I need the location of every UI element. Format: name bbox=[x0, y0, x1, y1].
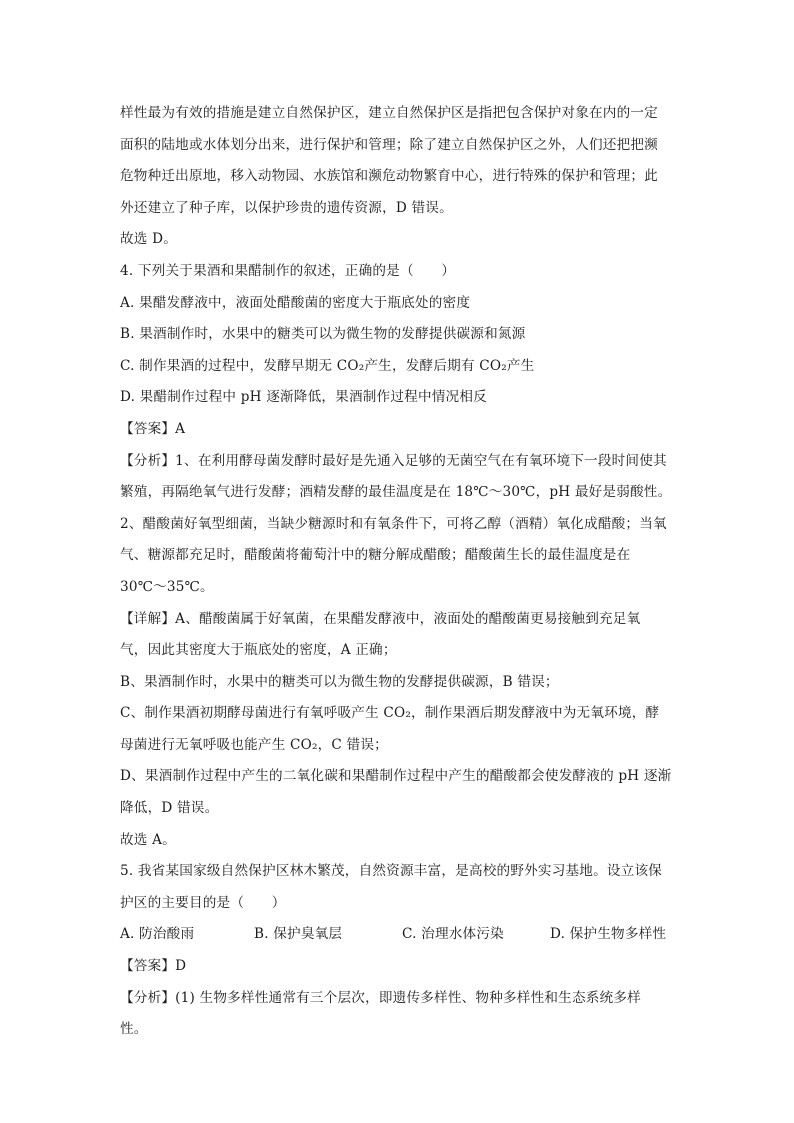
q4-answer: 【答案】A bbox=[120, 420, 186, 437]
q4-option-c: C. 制作果酒的过程中，发酵早期无 CO₂产生，发酵后期有 CO₂产生 bbox=[120, 357, 535, 374]
q5-option-a: A. 防治酸雨 bbox=[120, 926, 195, 943]
q4-detail-5: 母菌进行无氧呼吸也能产生 CO₂，C 错误； bbox=[120, 736, 388, 753]
q4-option-d: D. 果醋制作过程中 pH 逐渐降低，果酒制作过程中情况相反 bbox=[120, 389, 487, 406]
q4-analysis-1: 【分析】1、在利用酵母菌发酵时最好是先通入足够的无菌空气在有氧环境下一段时间使其 bbox=[120, 452, 667, 469]
q4-detail-7: 降低，D 错误。 bbox=[120, 800, 219, 817]
q4-analysis-4: 气、糖源都充足时，醋酸菌将葡萄汁中的糖分解成醋酸；醋酸菌生长的最佳温度是在 bbox=[120, 547, 631, 564]
q5-option-d: D. 保护生物多样性 bbox=[550, 926, 667, 943]
q5-analysis-1: 【分析】(1) 生物多样性通常有三个层次，即遗传多样性、物种多样性和生态系统多样 bbox=[120, 989, 641, 1006]
q4-detail-4: C、制作果酒初期酵母菌进行有氧呼吸产生 CO₂，制作果酒后期发酵液中为无氧环境，酵 bbox=[120, 705, 660, 722]
q5-option-c: C. 治理水体污染 bbox=[402, 926, 504, 943]
text-line-4: 外还建立了种子库，以保护珍贵的遗传资源，D 错误。 bbox=[120, 199, 453, 216]
q5-analysis-2: 性。 bbox=[120, 1021, 148, 1038]
q4-detail-6: D、果酒制作过程中产生的二氧化碳和果醋制作过程中产生的醋酸都会使发酵液的 pH 逐渐 bbox=[120, 768, 672, 785]
q4-analysis-3: 2、醋酸菌好氧型细菌，当缺少糖源时和有氧条件下，可将乙醇（酒精）氧化成醋酸；当氧 bbox=[120, 515, 667, 532]
q4-detail-2: 气，因此其密度大于瓶底处的密度，A 正确； bbox=[120, 642, 397, 659]
text-line-3: 危物种迁出原地，移入动物园、水族馆和濒危动物繁育中心，进行特殊的保护和管理；此 bbox=[120, 168, 658, 185]
q5-option-b: B. 保护臭氧层 bbox=[254, 926, 343, 943]
document-content bbox=[120, 98, 676, 1046]
q4-detail-1: 【详解】A、醋酸菌属于好氧菌，在果醋发酵液中，液面处的醋酸菌更易接触到充足氧 bbox=[120, 610, 641, 627]
q4-analysis-5: 30℃～35℃。 bbox=[120, 578, 214, 595]
q4-option-b: B. 果酒制作时，水果中的糖类可以为微生物的发酵提供碳源和氮源 bbox=[120, 326, 526, 343]
q5-stem-2: 护区的主要目的是（ ） bbox=[120, 894, 286, 911]
text-line-1: 样性最为有效的措施是建立自然保护区，建立自然保护区是指把包含保护对象在内的一定 bbox=[120, 105, 658, 121]
text-line-2: 面积的陆地或水体划分出来，进行保护和管理；除了建立自然保护区之外，人们还把把濒 bbox=[120, 136, 658, 153]
q4-stem: 4. 下列关于果酒和果醋制作的叙述，正确的是（ ） bbox=[120, 262, 456, 279]
q5-stem-1: 5. 我省某国家级自然保护区林木繁茂，自然资源丰富，是高校的野外实习基地。设立该保 bbox=[120, 863, 663, 880]
q4-detail-3: B、果酒制作时，水果中的糖类可以为微生物的发酵提供碳源，B 错误； bbox=[120, 673, 559, 690]
q4-analysis-2: 繁殖，再隔绝氧气进行发酵；酒精发酵的最佳温度是在 18℃～30℃，pH 最好是弱酸性。 bbox=[120, 484, 672, 501]
q5-options bbox=[120, 919, 676, 951]
q5-answer: 【答案】D bbox=[120, 958, 187, 975]
q4-option-a: A. 果醋发酵液中，液面处醋酸菌的密度大于瓶底处的密度 bbox=[120, 294, 471, 311]
q3-conclusion: 故选 D。 bbox=[120, 231, 178, 248]
q4-conclusion: 故选 A。 bbox=[120, 831, 176, 848]
